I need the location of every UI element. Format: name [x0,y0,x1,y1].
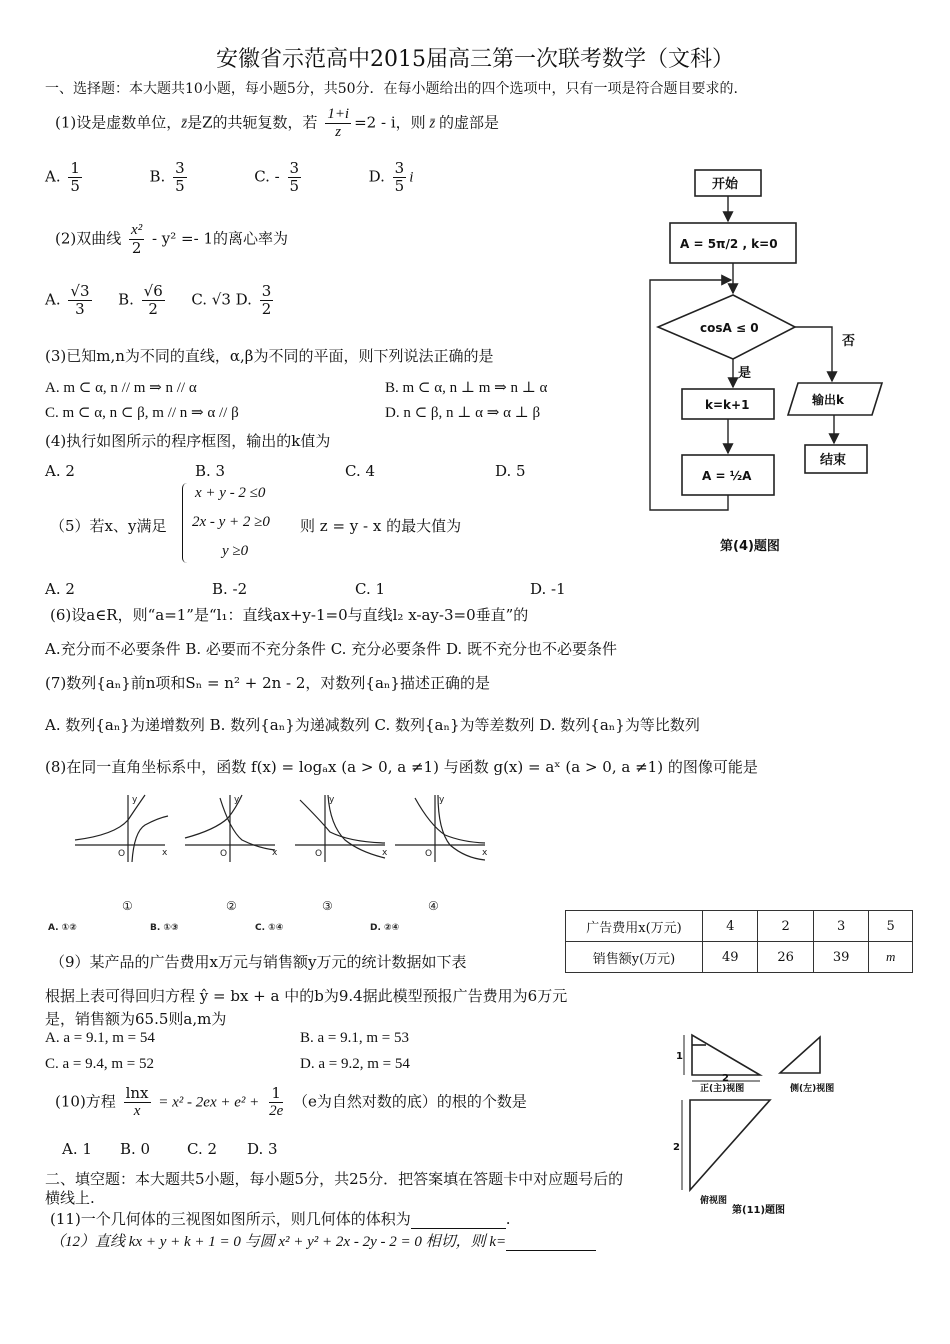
table-cell: m [869,942,913,973]
dim-depth: 2 [673,1142,680,1153]
question-9: （9）某产品的广告费用x万元与销售额y万元的统计数据如下表 [50,953,467,971]
flow-cond-label: cosA ≤ 0 [700,321,759,335]
graph-label-4: ④ [428,899,439,913]
graph4-origin: O [425,849,433,859]
side-view-triangle [780,1037,820,1073]
q8-graphs [48,790,488,940]
q5-option-a: A. 2 [45,580,75,598]
q5-constraint-3: y ≥0 [222,543,249,559]
q10-option-c: C. 2 [187,1140,218,1158]
system-brace [182,483,187,563]
q1-options: A. $\frac{1}{5}$ B. $\frac{3}{5}$ C. - $\frac{3}{5}$ D. $\frac{3}{5}$ i [45,159,414,195]
table-cell: 2 [758,911,813,942]
question-7: (7)数列{aₙ}前n项和Sₙ = n² + 2n - 2，对数列{aₙ}描述正确的是 [45,674,490,692]
graph3-x-label: x [382,848,388,858]
q6-options: A.充分而不必要条件 B. 必要而不充分条件 C. 充分必要条件 D. 既不充分也不必要条件 [45,640,617,658]
graph2-x-label: x [272,848,278,858]
page-title: 安徽省示范高中2015届高三第一次联考数学（文科） [216,47,734,72]
flowchart [640,165,890,560]
q8-option-c: C. ①④ [255,923,284,933]
graph2-origin: O [220,849,228,859]
q3-option-b: B. m ⊂ α, n ⊥ m ⇒ n ⊥ α [385,380,548,396]
q9-data-table [565,910,913,973]
graph-4 [395,795,485,862]
graph1-y-label: y [132,795,138,805]
q7-options: A. 数列{aₙ}为递增数列 B. 数列{aₙ}为递减数列 C. 数列{aₙ}为等差数列 D. 数列{aₙ}为等比数列 [45,716,700,734]
question-3: (3)已知m,n为不同的直线，α,β为不同的平面，则下列说法正确的是 [45,347,494,365]
question-4: (4)执行如图所示的程序框图，输出的k值为 [45,432,331,450]
graph1-x-label: x [162,848,168,858]
q3-option-c: C. m ⊂ α, n ⊂ β, m // n ⇒ α // β [45,405,239,421]
table-cell: 销售额y(万元) [566,942,703,973]
q9-option-a: A. a = 9.1, m = 54 [45,1030,155,1046]
table-row [566,942,913,973]
q4-option-c: C. 4 [345,462,376,480]
q4-option-d: D. 5 [495,462,526,480]
graph1-origin: O [118,849,126,859]
section1-heading: 一、选择题：本大题共10小题，每小题5分，共50分．在每小题给出的四个选项中，只有一项是符合题目要求的. [45,81,738,97]
q9-option-b: B. a = 9.1, m = 53 [300,1030,409,1046]
q5-option-b: B. -2 [212,580,248,598]
question-2: (2)双曲线 $\frac{\text{x²}}{2}$ - y² =- 1的离心率为 [55,222,289,257]
table-cell: 4 [703,911,758,942]
table-row [566,911,913,942]
q4-option-a: A. 2 [45,462,75,480]
table-cell: 广告费用x(万元) [566,911,703,942]
graph4-y-label: y [439,795,445,805]
q5-constraint-1: x + y - 2 ≤0 [195,485,266,501]
q5-option-d: D. -1 [530,580,566,598]
flow-no-label: 否 [842,334,856,349]
graph-3 [295,795,385,862]
q9-line-2: 是，销售额为65.5则a,m为 [45,1010,227,1028]
section2-heading: 二、填空题：本大题共5小题，每小题5分，共25分．把答案填在答题卡中对应题号后的 [45,1170,624,1188]
q2-options: A. $\frac{√3}{3}$ B. $\frac{√6}{2}$ C. √3 D. $\frac{3}{2}$ [45,282,272,318]
front-view-label: 正(主)视图 [700,1084,745,1094]
side-view-label: 侧(左)视图 [790,1084,835,1094]
table-cell: 26 [758,942,813,973]
q8-option-d: D. ②④ [370,923,400,933]
flow-output-label: 输出k [812,393,844,407]
q8-option-a: A. ①② [48,923,77,933]
q5-constraint-2: 2x - y + 2 ≥0 [192,514,270,530]
q5-option-c: C. 1 [355,580,386,598]
question-12: （12）直线 kx + y + k + 1 = 0 与圆 x² + y² + 2x - 2y - 2 = 0 相切，则 k= [50,1230,596,1251]
top-view-label: 俯视图 [700,1196,728,1206]
three-view-caption: 第(11)题图 [732,1205,786,1216]
flow-init-label: A = 5π/2 , k=0 [680,237,778,251]
front-view-triangle [692,1035,760,1075]
section2-heading-cont: 横线上. [45,1189,95,1207]
q9-option-d: D. a = 9.2, m = 54 [300,1056,410,1072]
question-1: (1)设是虚数单位，z̄是Z的共轭复数，若 $\frac{1+i}{z}$ =2 - i，则 z̄ 的虚部是 [55,106,499,140]
graph3-y-label: y [329,795,335,805]
table-cell: 3 [813,911,868,942]
q10-option-d: D. 3 [247,1140,278,1158]
question-10: (10)方程 $\frac{\ln x}{x}$ = x² - 2ex + e² + $\frac{1}{2e}$ （e为自然对数的底）的根的个数是 [55,1084,527,1119]
q9-line-1: 根据上表可得回归方程 ŷ = bx + a 中的b为9.4据此模型预报广告费用为6万元 [45,987,568,1005]
table-cell: 39 [813,942,868,973]
dim-width: 2 [722,1073,729,1084]
graph3-origin: O [315,849,323,859]
table-cell: 49 [703,942,758,973]
table-cell: 5 [869,911,913,942]
q4-option-b: B. 3 [195,462,226,480]
q10-option-a: A. 1 [62,1140,92,1158]
flow-step-a-label: A = ½A [702,469,752,483]
graph4-x-label: x [482,848,488,858]
graph-label-1: ① [122,899,133,913]
q9-option-c: C. a = 9.4, m = 52 [45,1056,154,1072]
graph-label-3: ③ [322,899,333,913]
flow-caption: 第(4)题图 [720,539,780,554]
q8-option-b: B. ①③ [150,923,179,933]
q5-stem-a: （5）若x、y满足 [50,517,167,535]
question-6: (6)设a∈R，则“a=1”是“l₁：直线ax+y-1=0与直线l₂ x-ay-3=0垂直”的 [50,606,529,624]
question-8: (8)在同一直角坐标系中，函数 f(x) = logₐx (a > 0, a ≠1) 与函数 g(x) = aˣ (a > 0, a ≠1) 的图像可能是 [45,758,758,776]
question-11: (11)一个几何体的三视图如图所示，则几何体的体积为 . [50,1210,511,1228]
three-view-figure [670,1025,850,1220]
q10-option-b: B. 0 [120,1140,151,1158]
flow-yes-label: 是 [738,366,752,381]
flow-end-label: 结束 [820,453,847,468]
q3-option-d: D. n ⊂ β, n ⊥ α ⇒ α ⊥ β [385,405,541,421]
flow-step-k-label: k=k+1 [705,398,750,412]
graph2-y-label: y [234,795,240,805]
flow-start-label: 开始 [712,177,739,192]
q5-stem-b: 则 z = y - x 的最大值为 [300,517,462,535]
top-view-triangle [690,1100,770,1190]
dim-height: 1 [676,1051,683,1062]
graph-2 [185,795,275,862]
graph-label-2: ② [226,899,237,913]
q3-option-a: A. m ⊂ α, n // m ⇒ n // α [45,380,197,396]
